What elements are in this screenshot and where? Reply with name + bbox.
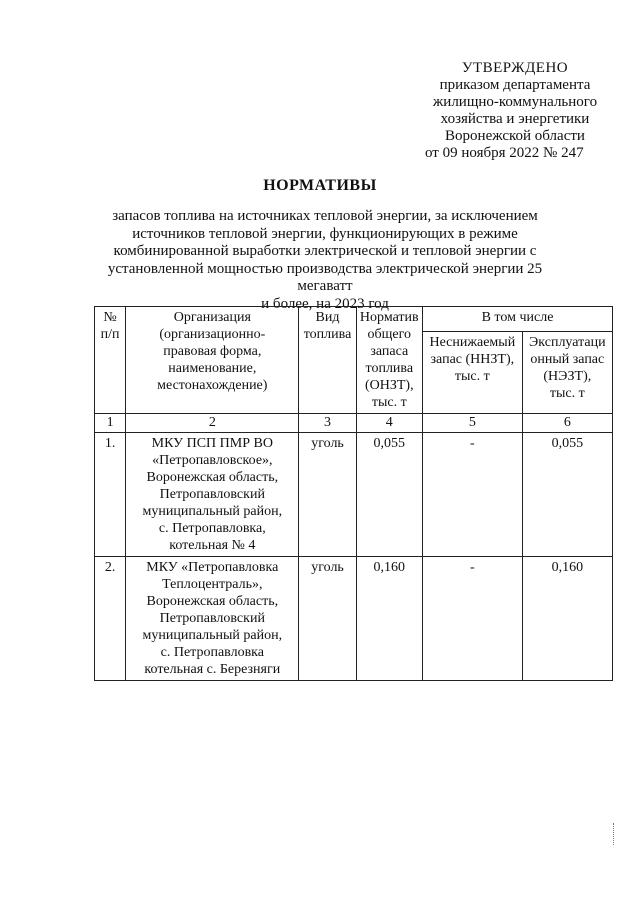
column-numbers-row [95, 414, 613, 433]
row-fuel-type: уголь [299, 433, 356, 557]
subtitle-line: источников тепловой энергии, функционирующих в режиме [132, 225, 518, 242]
header-text: тыс. т [454, 368, 490, 384]
column-number: 4 [356, 414, 422, 433]
header-row [95, 307, 613, 332]
header-text: Вид [315, 310, 340, 325]
approval-line: хозяйства и энергетики [440, 111, 590, 127]
row-nnzt: - [423, 433, 523, 557]
row-nezt: 0,055 [522, 433, 612, 557]
header-including: В том числе [423, 307, 613, 332]
org-line: муниципальный район, [142, 504, 283, 519]
header-nnzt [423, 331, 523, 413]
document-subtitle [90, 208, 560, 313]
approval-block [415, 60, 615, 162]
subtitle-line: и более, на 2023 год [261, 295, 389, 312]
approval-line: жилищно-коммунального [432, 94, 598, 110]
row-number: 1. [95, 433, 126, 557]
norms-table [94, 306, 613, 681]
org-line: муниципальный район, [142, 628, 283, 643]
header-text: правовая форма, [163, 344, 262, 359]
approval-line: Воронежской области [445, 128, 585, 144]
org-line: с. Петропавловка, [158, 521, 266, 536]
header-text: топлива [303, 327, 352, 342]
row-norm-total: 0,160 [356, 557, 422, 681]
header-text: онный запас [530, 351, 605, 367]
row-organization [126, 557, 299, 681]
header-text: запас (ННЗТ), [430, 351, 515, 367]
header-norm-total [356, 307, 422, 414]
org-line: «Петропавловское», [152, 453, 273, 468]
row-organization [126, 433, 299, 557]
header-text: тыс. т [549, 385, 585, 401]
header-text: Эксплуатаци [529, 334, 606, 350]
org-line: Воронежская область, [146, 470, 279, 485]
org-line: котельная с. Березняги [144, 662, 281, 677]
header-text: тыс. т [371, 395, 407, 410]
row-norm-total: 0,055 [356, 433, 422, 557]
header-text: местонахождение) [157, 378, 268, 393]
header-text: (ОНЗТ), [364, 378, 414, 393]
row-nnzt: - [423, 557, 523, 681]
header-text: топлива [365, 361, 414, 376]
header-text: запаса [370, 344, 409, 359]
header-text: Организация [173, 310, 251, 325]
header-text: (организационно- [159, 327, 266, 342]
approval-order-date: от 09 ноября 2022 № 247 [425, 145, 584, 161]
column-number: 1 [95, 414, 126, 433]
header-text: общего [367, 327, 412, 342]
document-title: НОРМАТИВЫ [263, 177, 377, 194]
header-nezt [522, 331, 612, 413]
org-line: Петропавловский [159, 611, 265, 626]
header-text: наименование, [168, 361, 257, 376]
header-text: Неснижаемый [429, 334, 516, 350]
header-text: № [103, 310, 117, 325]
subtitle-line: комбинированной выработки электрической и тепловой энергии с [113, 243, 537, 259]
header-fuel-type [299, 307, 356, 414]
row-nezt: 0,160 [522, 557, 612, 681]
margin-mark [613, 823, 615, 845]
table-row [95, 433, 613, 557]
header-text: п/п [100, 327, 120, 342]
header-text: Норматив [359, 310, 419, 325]
header-num [95, 307, 126, 414]
org-line: МКУ «Петропавловка [146, 560, 279, 575]
column-number: 3 [299, 414, 356, 433]
column-number: 5 [423, 414, 523, 433]
org-line: Петропавловский [159, 487, 265, 502]
subtitle-line: установленной мощностью производства электрической энергии 25 мегаватт [107, 260, 543, 294]
header-text: (НЭЗТ), [543, 368, 592, 384]
org-line: МКУ ПСП ПМР ВО [151, 436, 273, 451]
approval-heading: УТВЕРЖДЕНО [461, 60, 569, 76]
column-number: 2 [126, 414, 299, 433]
row-fuel-type: уголь [299, 557, 356, 681]
subtitle-line: запасов топлива на источниках тепловой энергии, за исключением [112, 208, 538, 224]
row-number: 2. [95, 557, 126, 681]
header-organization [126, 307, 299, 414]
approval-line: приказом департамента [439, 77, 591, 93]
org-line: Воронежская область, [146, 594, 279, 609]
table-row [95, 557, 613, 681]
column-number: 6 [522, 414, 612, 433]
org-line: котельная № 4 [169, 538, 256, 553]
org-line: Теплоцентраль», [162, 577, 263, 592]
org-line: с. Петропавловка [160, 645, 264, 660]
